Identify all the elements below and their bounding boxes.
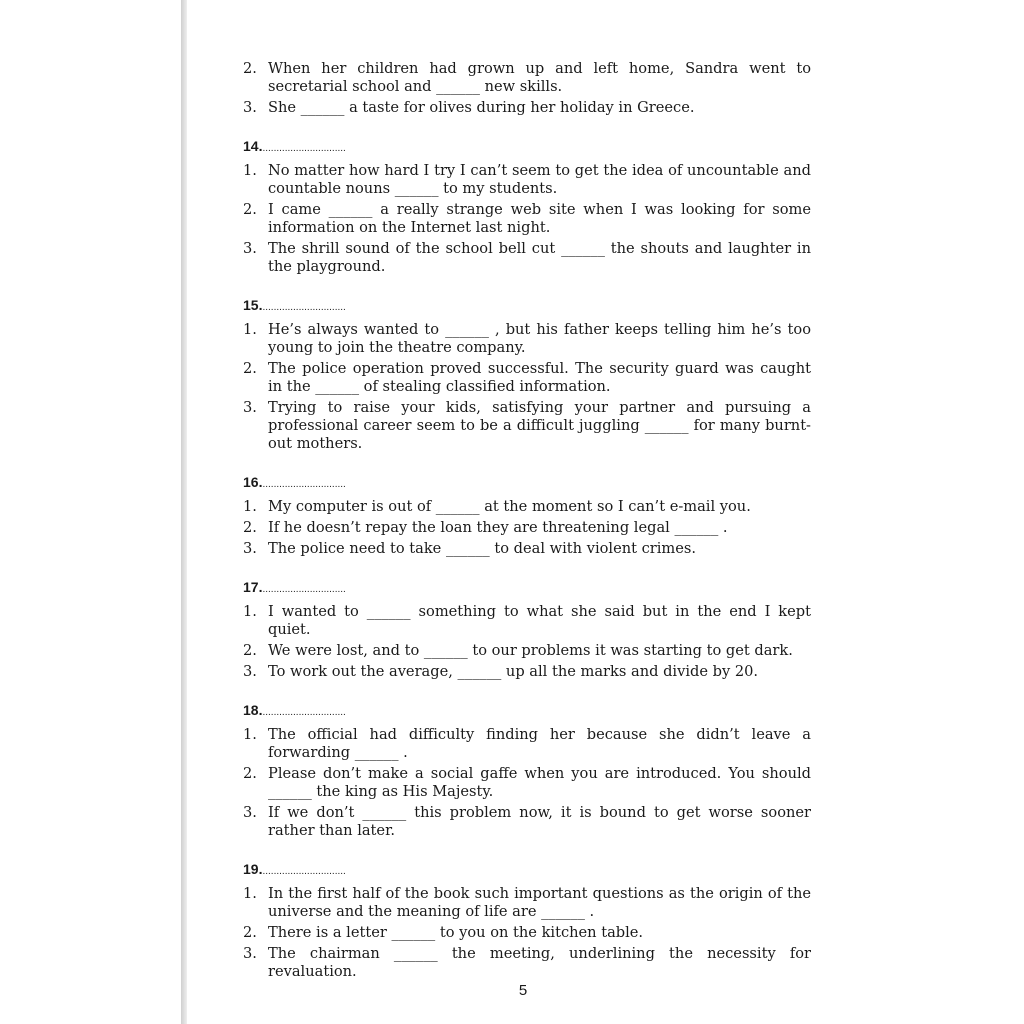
section-heading xyxy=(243,578,811,599)
item-number: 1. xyxy=(243,321,257,338)
exercise-item xyxy=(243,60,811,96)
item-number: 3. xyxy=(243,240,257,257)
section-number: 19. xyxy=(243,861,263,877)
exercise-item xyxy=(243,540,811,558)
item-text: The police need to take ______ to deal with violent crimes. xyxy=(268,540,697,557)
exercise-section xyxy=(243,578,811,681)
exercise-section xyxy=(243,701,811,840)
item-text: When her children had grown up and left home, Sandra went to secretarial school and ______ new skills. xyxy=(268,60,811,95)
item-text: The chairman ______ the meeting, underlining the necessity for revaluation. xyxy=(268,945,811,980)
item-text: If we don’t ______ this problem now, it is bound to get worse sooner rather than later. xyxy=(268,804,811,839)
item-text: Trying to raise your kids, satisfying your partner and pursuing a professional career seem to be a difficult juggling ______ for many burnt-out mothers. xyxy=(268,399,811,452)
page-number: 5 xyxy=(518,982,528,999)
exercise-item xyxy=(243,663,811,681)
exercise-item xyxy=(243,804,811,840)
answer-dots: .............................. xyxy=(262,866,346,877)
page-edge xyxy=(181,0,187,1024)
section-number: 16. xyxy=(243,474,263,490)
section-number: 17. xyxy=(243,579,263,595)
exercise-item xyxy=(243,924,811,942)
item-number: 1. xyxy=(243,726,257,743)
item-number: 1. xyxy=(243,603,257,620)
item-text: To work out the average, ______ up all the marks and divide by 20. xyxy=(268,663,759,680)
exercise-item xyxy=(243,321,811,357)
exercise-item xyxy=(243,765,811,801)
item-text: I came ______ a really strange web site when I was looking for some information on the Internet last night. xyxy=(268,201,811,236)
item-text: My computer is out of ______ at the moment so I can’t e-mail you. xyxy=(268,498,751,515)
item-number: 2. xyxy=(243,519,257,536)
item-number: 2. xyxy=(243,360,257,377)
scan-margin xyxy=(0,0,183,1024)
section-heading xyxy=(243,296,811,317)
item-number: 1. xyxy=(243,498,257,515)
answer-dots: .............................. xyxy=(262,707,346,718)
item-text: There is a letter ______ to you on the kitchen table. xyxy=(268,924,644,941)
exercise-item xyxy=(243,603,811,639)
item-number: 2. xyxy=(243,60,257,77)
exercise-item xyxy=(243,642,811,660)
item-text: If he doesn’t repay the loan they are threatening legal ______ . xyxy=(268,519,728,536)
item-text: The police operation proved successful. The security guard was caught in the ______ of stealing classified information. xyxy=(268,360,811,395)
item-number: 3. xyxy=(243,399,257,416)
item-text: Please don’t make a social gaffe when you are introduced. You should ______ the king as His Majesty. xyxy=(268,765,811,800)
item-number: 3. xyxy=(243,945,257,962)
exercise-section xyxy=(243,137,811,276)
exercise-item xyxy=(243,162,811,198)
item-text: We were lost, and to ______ to our problems it was starting to get dark. xyxy=(268,642,793,659)
section-number: 14. xyxy=(243,138,263,154)
exercise-item xyxy=(243,519,811,537)
exercise-item xyxy=(243,498,811,516)
answer-dots: .............................. xyxy=(262,479,346,490)
exercise-item xyxy=(243,360,811,396)
item-number: 3. xyxy=(243,804,257,821)
item-text: No matter how hard I try I can’t seem to get the idea of uncountable and countable nouns ______ to my students. xyxy=(268,162,811,197)
item-number: 1. xyxy=(243,885,257,902)
exercise-section xyxy=(243,860,811,981)
item-number: 1. xyxy=(243,162,257,179)
item-number: 3. xyxy=(243,540,257,557)
exercise-item xyxy=(243,201,811,237)
item-text: I wanted to ______ something to what she said but in the end I kept quiet. xyxy=(268,603,811,638)
answer-dots: .............................. xyxy=(262,302,346,313)
item-number: 3. xyxy=(243,99,257,116)
exercise-item xyxy=(243,240,811,276)
item-text: The shrill sound of the school bell cut ______ the shouts and laughter in the playground. xyxy=(268,240,811,275)
item-text: She ______ a taste for olives during her holiday in Greece. xyxy=(268,99,695,116)
exercise-item xyxy=(243,399,811,453)
exercise-section xyxy=(243,473,811,558)
exercise-item xyxy=(243,99,811,117)
item-number: 2. xyxy=(243,642,257,659)
item-text: In the first half of the book such important questions as the origin of the universe and the meaning of life are ______ . xyxy=(268,885,811,920)
section-heading xyxy=(243,473,811,494)
exercise-item xyxy=(243,885,811,921)
item-number: 2. xyxy=(243,201,257,218)
exercise-item xyxy=(243,726,811,762)
exercise-page xyxy=(243,60,811,1001)
section-heading xyxy=(243,860,811,881)
answer-dots: .............................. xyxy=(262,143,346,154)
section-heading xyxy=(243,137,811,158)
section-number: 15. xyxy=(243,297,263,313)
item-number: 3. xyxy=(243,663,257,680)
item-text: The official had difficulty finding her because she didn’t leave a forwarding ______ . xyxy=(268,726,811,761)
exercise-section xyxy=(243,60,811,117)
answer-dots: .............................. xyxy=(262,584,346,595)
exercise-item xyxy=(243,945,811,981)
section-number: 18. xyxy=(243,702,263,718)
exercise-section xyxy=(243,296,811,453)
item-number: 2. xyxy=(243,765,257,782)
section-heading xyxy=(243,701,811,722)
item-text: He’s always wanted to ______ , but his father keeps telling him he’s too young to join the theatre company. xyxy=(268,321,811,356)
item-number: 2. xyxy=(243,924,257,941)
